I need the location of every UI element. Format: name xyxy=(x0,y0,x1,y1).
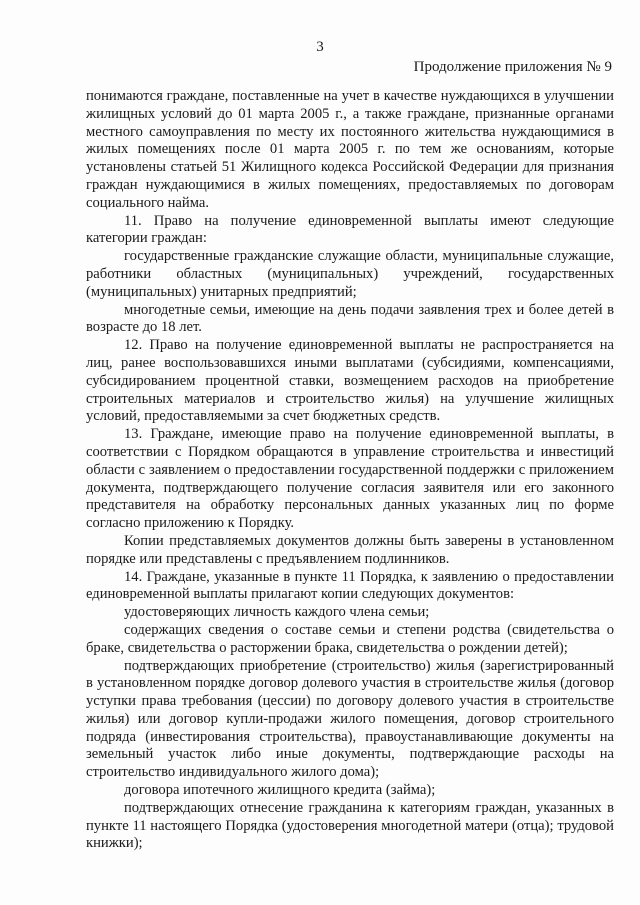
paragraph-doc-category-proof: подтверждающих отнесение гражданина к категориям граждан, указанных в пункте 11 настоящего Порядка (удостоверения многодетной матери (отца); трудовой книжки); xyxy=(86,799,614,852)
document-body xyxy=(86,88,614,853)
paragraph-category-large-families: многодетные семьи, имеющие на день подачи заявления трех и более детей в возрасте до 18 лет. xyxy=(86,301,614,336)
paragraph-clause-11: 11. Право на получение единовременной выплаты имеют следующие категории граждан: xyxy=(86,212,614,247)
paragraph-copies-certification: Копии представляемых документов должны быть заверены в установленном порядке или представлены с предъявлением подлинников. xyxy=(86,532,614,567)
paragraph-doc-family-composition: содержащих сведения о составе семьи и степени родства (свидетельства о браке, свидетельства о расторжении брака, свидетельства о рождении детей); xyxy=(86,621,614,656)
paragraph-clause-13: 13. Граждане, имеющие право на получение единовременной выплаты, в соответствии с Порядком обращаются в управление строительства и инвестиций области с заявлением о предоставлении государственной поддержки с приложением документа, подтверждающего получение согласия заявителя или его законного представителя на обработку персональных данных указанных лиц по форме согласно приложению к Порядку. xyxy=(86,426,614,532)
appendix-continuation-label: Продолжение приложения № 9 xyxy=(413,59,612,75)
page-number: 3 xyxy=(316,39,324,55)
paragraph-continued-definition: понимаются граждане, поставленные на учет в качестве нуждающихся в улучшении жилищных условий до 01 марта 2005 г., а также граждане, признанные органами местного самоуправления по месту их постоянного жительства нуждающимися в жилых помещениях после 01 марта 2005 г. по тем же основаниям, которые установлены статьей 51 Жилищного кодекса Российской Федерации для признания граждан нуждающимися в жилых помещениях, предоставляемых по договорам социального найма. xyxy=(86,88,614,211)
paragraph-category-civil-servants: государственные гражданские служащие области, муниципальные служащие, работники областных (муниципальных) учреждений, государственных (муниципальных) унитарных предприятий; xyxy=(86,248,614,300)
paragraph-doc-identity: удостоверяющих личность каждого члена семьи; xyxy=(124,604,430,621)
paragraph-doc-mortgage: договора ипотечного жилищного кредита (займа); xyxy=(124,782,436,799)
paragraph-clause-12: 12. Право на получение единовременной выплаты не распространяется на лиц, ранее воспользовавшихся иными выплатами (субсидиями, компенсациями, субсидированием процентной ставки, возмещением расходов на приобретение строительных материалов и строительство жилья) на улучшение жилищных условий, предоставляемыми за счет бюджетных средств. xyxy=(86,337,614,425)
paragraph-clause-14: 14. Граждане, указанные в пункте 11 Порядка, к заявлению о предоставлении единовременной выплаты прилагают копии следующих документов: xyxy=(86,568,614,603)
paragraph-doc-housing-acquisition: подтверждающих приобретение (строительство) жилья (зарегистрированный в установленном порядке договор долевого участия в строительстве жилья (договор уступки права требования (цессии) по договору долевого участия в строительстве жилья) или договор купли-продажи жилого помещения, договор строительного подряда (инвестирования строительства), правоустанавливающие документы на земельный участок либо иные документы, подтверждающие расходы на строительство индивидуального жилого дома); xyxy=(86,657,614,781)
